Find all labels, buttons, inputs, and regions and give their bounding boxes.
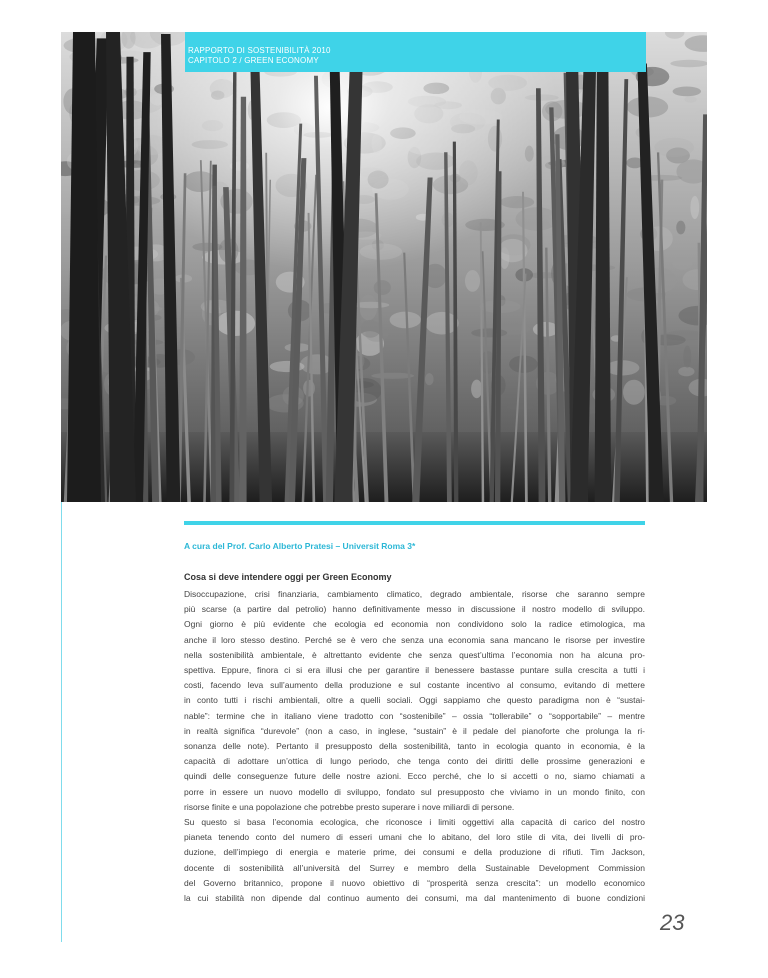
forest-photo xyxy=(61,32,707,502)
author-byline: A cura del Prof. Carlo Alberto Pratesi – Universit Roma 3* xyxy=(184,541,416,551)
body-line: nable”: termine che in italiano viene tradotto con “sostenibile” – ossia “tollerabile” o “sopportabile” – mentre xyxy=(184,710,645,721)
body-line: sonanza delle note). Pertanto il presupposto della sostenibilità, tanto in ecologia quanto in economia, è la xyxy=(184,741,645,751)
body-line: quindi delle conseguenze future delle nostre azioni. Ecco perché, che lo si accetti o no, siamo chiamati a xyxy=(184,771,645,782)
body-line: capacità di adottare un’ottica di lungo periodo, che tenga conto dei diritti delle prossime generazioni e xyxy=(184,756,645,767)
body-line: risorse finite e una popolazione che potrebbe presto superare i nove miliardi di persone. xyxy=(184,801,515,812)
section-heading: Cosa si deve intendere oggi per Green Economy xyxy=(184,572,392,582)
chapter-header xyxy=(185,32,646,72)
body-line: spettiva. Eppure, finora ci si era illusi che per garantire il benessere bastasse puntare sulla crescita a tutti i xyxy=(184,665,645,675)
body-line: docente di sostenibilità all’università del Surrey e membro della Sustainable Development Commission xyxy=(184,862,645,873)
body-line: Su questo si basa l’economia ecologica, che riconosce i limiti oggettivi alla capacità di carico del nostro xyxy=(184,817,645,827)
page-number: 23 xyxy=(660,910,685,935)
body-line: in realtà significa “durevole” (non a caso, in inglese, “sustain” è il pedale del pianoforte che prolunga la ri- xyxy=(184,725,645,736)
report-title: RAPPORTO DI SOSTENIBILITÀ 2010 xyxy=(188,46,331,55)
body-line: anche il loro stesso destino. Perché se è vero che senza una economia sana mancano le risorse per investire xyxy=(184,634,645,645)
chapter-title: CAPITOLO 2 / GREEN ECONOMY xyxy=(188,56,319,65)
body-line: Ogni giorno è più evidente che ecologia ed economia non condividono solo la radice etimologica, ma xyxy=(184,619,645,630)
body-line: nella sostenibilità ambientale, è altrettanto evidente che senza quest’ultima l’economia non ha alcuna pro- xyxy=(184,649,645,660)
body-line: Disoccupazione, crisi finanziaria, cambiamento climatico, degrado ambientale, risorse che saranno sempre xyxy=(184,589,645,599)
body-line: costi, facendo leva sull’aumento della produzione e sul costante incentivo al consumo, evitando di mettere xyxy=(184,680,645,691)
margin-line xyxy=(61,502,62,942)
body-line: porre in essere un nuovo modello di sviluppo, fondato sul presupposto che viviamo in un mondo finito, con xyxy=(184,786,645,797)
body-line: pianeta tenendo conto del numero di esseri umani che lo abitano, del loro stile di vita, dei livelli di pro- xyxy=(184,832,645,843)
forest-illustration xyxy=(61,32,707,502)
body-line: in conto tutti i rischi ambientali, oltre a quelli sociali. Oggi sappiamo che questo paradigma non è “sustai- xyxy=(184,695,645,706)
section-divider xyxy=(184,521,645,525)
body-line: più scarse (a partire dal petrolio) hanno definitivamente messo in discussione il nostro modello di sviluppo. xyxy=(184,604,645,615)
body-line: la cui stabilità non dipende dal continuo aumento dei consumi, ma dal mantenimento di buone condizioni xyxy=(184,893,645,903)
body-line: duzione, dell’impiego di energia e materie prime, dei consumi e della produzione di rifiuti. Tim Jackson, xyxy=(184,847,645,858)
body-line: del Governo britannico, propone il nuovo obiettivo di “prosperità senza crescita”: un modello economico xyxy=(184,877,645,888)
